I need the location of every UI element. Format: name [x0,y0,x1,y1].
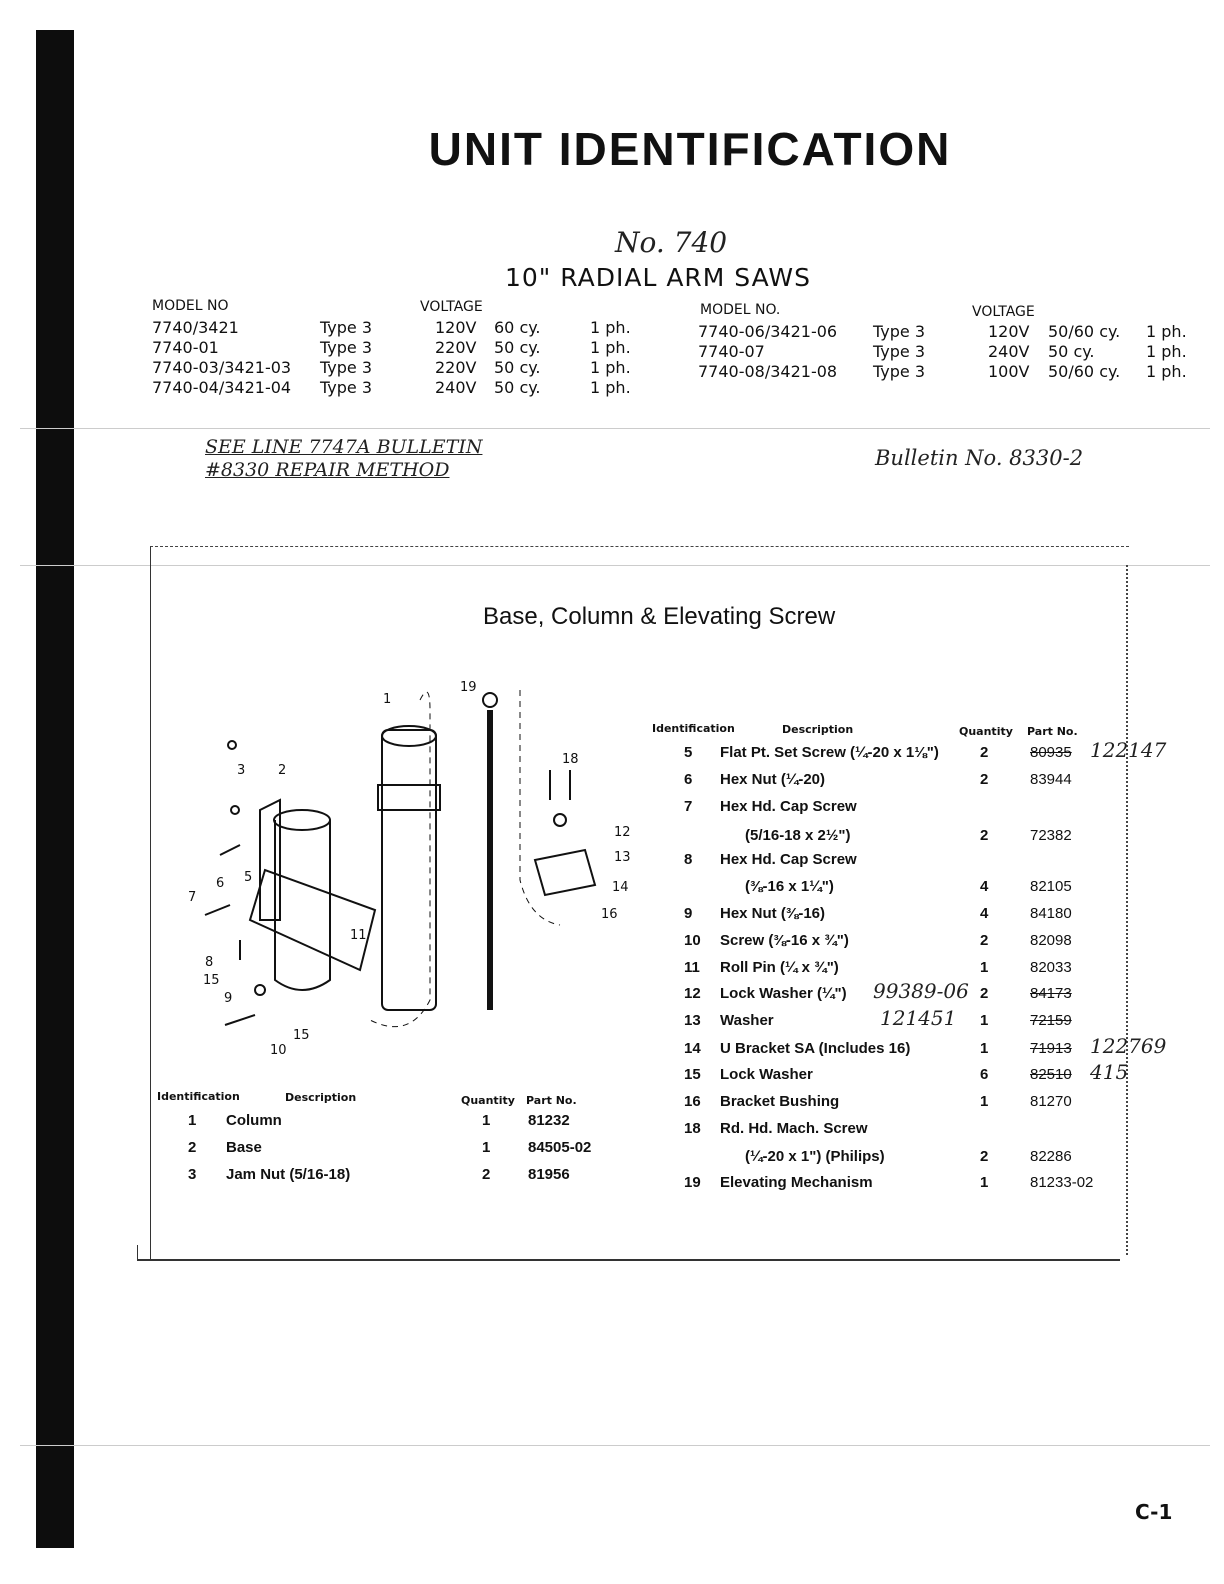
part-description: Screw (⅜-16 x ¾") [720,932,849,949]
part-id: 3 [188,1166,197,1183]
handwritten-note [205,436,482,482]
part-description: (¼-20 x 1") (Philips) [745,1148,885,1165]
handwritten-part-number: 121451 [880,1006,957,1030]
frequency: 50 cy. [494,338,541,357]
part-number: 82033 [1030,959,1072,976]
part-number: 83944 [1030,771,1072,788]
model-number: 7740-08/3421-08 [698,362,838,381]
callout-number: 2 [278,763,287,778]
model-header-left: MODEL NO [152,298,229,314]
part-id: 19 [684,1174,701,1191]
callout-number: 6 [216,876,225,891]
note-line: SEE LINE 7747A BULLETIN [205,436,483,458]
part-id: 6 [684,771,693,788]
part-quantity: 1 [980,1093,989,1110]
part-number: 82286 [1030,1148,1072,1165]
part-description: Hex Nut (⅜-16) [720,905,826,922]
note-line: #8330 REPAIR METHOD [205,459,450,481]
part-quantity: 1 [482,1112,491,1129]
voltage-header-left: VOLTAGE [420,299,483,315]
part-number: 81232 [528,1112,570,1129]
model-number: 7740-04/3421-04 [152,378,292,397]
part-description: (5/16-18 x 2½") [745,827,851,844]
model-number: 7740-06/3421-06 [698,322,838,341]
callout-number: 1 [383,692,392,707]
header-quantity: Quantity [461,1094,515,1107]
model-type: Type 3 [873,362,926,381]
handwritten-part-number: 122147 [1090,738,1167,762]
part-quantity: 4 [980,905,989,922]
callout-number: 19 [460,680,477,695]
frequency: 50 cy. [494,378,541,397]
model-type: Type 3 [320,358,373,377]
part-description: Jam Nut (5/16-18) [226,1166,351,1183]
voltage: 120V [435,318,477,337]
handwritten-part-number: 415 [1090,1060,1129,1084]
phase: 1 ph. [590,338,631,357]
model-type: Type 3 [320,318,373,337]
voltage: 100V [988,362,1030,381]
part-quantity: 2 [980,1148,989,1165]
part-id: 9 [684,905,693,922]
part-number: 84173 [1030,985,1072,1002]
subtitle: 10" RADIAL ARM SAWS [505,263,811,292]
callout-number: 13 [614,850,631,865]
part-description: Washer [720,1012,774,1029]
model-type: Type 3 [873,322,926,341]
part-number: 72159 [1030,1012,1072,1029]
part-description: Elevating Mechanism [720,1174,873,1191]
phase: 1 ph. [590,378,631,397]
part-id: 18 [684,1120,701,1137]
part-description: Column [226,1112,282,1129]
callout-number: 8 [205,955,214,970]
exploded-parts-diagram [190,670,650,1070]
part-number: 72382 [1030,827,1072,844]
part-description: Flat Pt. Set Screw (¼-20 x 1⅛") [720,744,939,761]
part-number: 82510 [1030,1066,1072,1083]
part-description: Hex Hd. Cap Screw [720,851,857,868]
voltage: 240V [435,378,477,397]
part-id: 10 [684,932,701,949]
part-description: (⅜-16 x 1¼") [745,878,834,895]
voltage: 220V [435,338,477,357]
phase: 1 ph. [1146,342,1187,361]
model-header-right: MODEL NO. [700,302,781,318]
callout-number: 16 [601,907,618,922]
callout-number: 9 [224,991,233,1006]
part-description: Base [226,1139,262,1156]
callout-number: 3 [237,763,246,778]
part-quantity: 4 [980,878,989,895]
frequency: 50/60 cy. [1048,322,1121,341]
model-number: 7740/3421 [152,318,239,337]
part-number: 81270 [1030,1093,1072,1110]
handwritten-part-number: 99389-06 [873,979,969,1003]
part-id: 2 [188,1139,197,1156]
handwritten-part-number: 122769 [1090,1034,1167,1058]
header-part-number: Part No. [1027,725,1078,738]
part-number: 81956 [528,1166,570,1183]
callout-number: 15 [203,973,220,988]
voltage: 240V [988,342,1030,361]
part-quantity: 1 [980,959,989,976]
part-quantity: 6 [980,1066,989,1083]
frequency: 50/60 cy. [1048,362,1121,381]
part-quantity: 1 [980,1174,989,1191]
phase: 1 ph. [590,318,631,337]
part-quantity: 2 [482,1166,491,1183]
bulletin-number: Bulletin No. 8330-2 [875,446,1084,470]
column-drawing [382,730,436,1010]
header-quantity: Quantity [959,725,1013,738]
part-id: 11 [684,959,700,976]
part-number: 82098 [1030,932,1072,949]
part-quantity: 2 [980,985,989,1002]
part-description: Rd. Hd. Mach. Screw [720,1120,868,1137]
part-quantity: 2 [980,932,989,949]
handwritten-model-number: No. 740 [615,226,728,259]
part-quantity: 2 [980,827,989,844]
part-id: 12 [684,985,701,1002]
part-description: Hex Nut (¼-20) [720,771,826,788]
model-number: 7740-01 [152,338,219,357]
callout-number: 11 [350,928,367,943]
part-quantity: 2 [980,771,989,788]
scan-edge [36,30,74,1548]
frequency: 50 cy. [1048,342,1095,361]
part-id: 14 [684,1040,701,1057]
callout-number: 18 [562,752,579,767]
part-id: 15 [684,1066,701,1083]
part-number: 84505-02 [528,1139,592,1156]
page-title: UNIT IDENTIFICATION [428,123,952,175]
callout-number: 14 [612,880,629,895]
header-description: Description [285,1091,357,1104]
part-number: 81233-02 [1030,1174,1094,1191]
callout-number: 10 [270,1043,287,1058]
callout-number: 5 [244,870,253,885]
part-quantity: 1 [482,1139,491,1156]
part-description: U Bracket SA (Includes 16) [720,1040,911,1057]
phase: 1 ph. [1146,322,1187,341]
part-number: 80935 [1030,744,1072,761]
part-id: 7 [684,798,693,815]
part-quantity: 1 [980,1012,989,1029]
part-description: Bracket Bushing [720,1093,840,1110]
part-id: 1 [188,1112,197,1129]
callout-number: 12 [614,825,631,840]
header-identification: Identification [157,1090,240,1103]
voltage: 220V [435,358,477,377]
box-border [137,1245,1120,1261]
callout-number: 15 [293,1028,310,1043]
header-description: Description [782,723,854,736]
part-description: Lock Washer (¼") [720,985,847,1002]
part-id: 8 [684,851,693,868]
model-type: Type 3 [320,378,373,397]
header-part-number: Part No. [526,1094,577,1107]
page-number: C-1 [1135,1500,1173,1524]
part-description: Lock Washer [720,1066,813,1083]
part-description: Hex Hd. Cap Screw [720,798,857,815]
part-quantity: 2 [980,744,989,761]
voltage: 120V [988,322,1030,341]
header-identification: Identification [652,722,735,735]
box-border [1126,565,1128,1255]
model-number: 7740-07 [698,342,765,361]
phase: 1 ph. [590,358,631,377]
phase: 1 ph. [1146,362,1187,381]
model-type: Type 3 [873,342,926,361]
voltage-header-right: VOLTAGE [972,304,1035,320]
model-number: 7740-03/3421-03 [152,358,292,377]
part-number: 84180 [1030,905,1072,922]
part-quantity: 1 [980,1040,989,1057]
part-id: 16 [684,1093,701,1110]
callout-number: 7 [188,890,197,905]
frequency: 50 cy. [494,358,541,377]
part-id: 5 [684,744,693,761]
base-drawing [275,820,330,990]
model-type: Type 3 [320,338,373,357]
part-number: 71913 [1030,1040,1072,1057]
part-id: 13 [684,1012,701,1029]
part-number: 82105 [1030,878,1072,895]
section-title: Base, Column & Elevating Screw [483,603,836,630]
part-description: Roll Pin (¼ x ¾") [720,959,839,976]
frequency: 60 cy. [494,318,541,337]
